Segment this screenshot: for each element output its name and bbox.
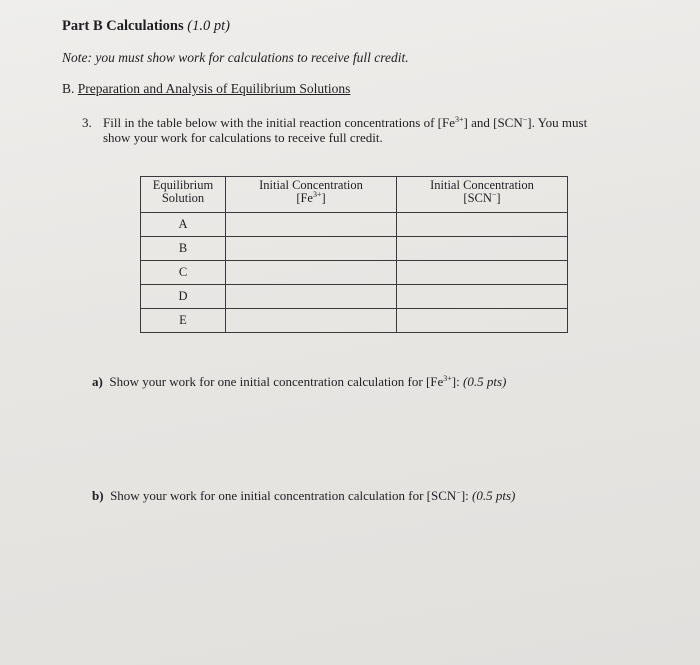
part-title-text: Part B Calculations — [62, 18, 184, 34]
q-text-post: ]. You must — [527, 115, 588, 130]
col3-pre: [SCN — [463, 191, 492, 205]
fe-concentration-cell[interactable] — [226, 285, 397, 309]
credit-note: Note: you must show work for calculations to receive full credit. — [62, 50, 409, 65]
col3-sup: − — [491, 190, 497, 199]
table-row — [141, 285, 568, 309]
solution-label: C — [141, 261, 226, 285]
part-a-prompt — [92, 374, 506, 390]
col2-line1: Initial Concentration — [259, 178, 363, 192]
table-row — [141, 213, 568, 237]
col3-line2 — [463, 191, 500, 205]
table-row — [141, 237, 568, 261]
section-heading — [62, 81, 350, 97]
question-number: 3. — [82, 115, 92, 130]
fe-charge-sup: 3+ — [455, 115, 464, 124]
question-text-line2: show your work for calculations to receive full credit. — [103, 130, 383, 145]
col1-line2: Solution — [161, 191, 205, 205]
part-a-sup: 3+ — [443, 374, 452, 383]
solution-label: E — [141, 309, 226, 333]
fe-concentration-cell[interactable] — [226, 213, 397, 237]
header-fe-concentration — [226, 177, 397, 213]
scn-concentration-cell[interactable] — [397, 261, 568, 285]
part-b-label: b) — [92, 488, 104, 503]
col2-post: ] — [321, 191, 326, 205]
scn-concentration-cell[interactable] — [397, 285, 568, 309]
solution-label: A — [141, 213, 226, 237]
section-letter: B. — [62, 81, 75, 96]
part-a-label: a) — [92, 374, 103, 389]
part-a-points: (0.5 pts) — [463, 374, 507, 389]
part-b-text-pre: Show your work for one initial concentration calculation for [SCN — [110, 488, 457, 503]
part-title — [62, 18, 230, 35]
part-a-text-pre: Show your work for one initial concentration calculation for [Fe — [109, 374, 444, 389]
col2-line2 — [296, 191, 325, 205]
scn-charge-sup: − — [522, 115, 528, 124]
solution-label: D — [141, 285, 226, 309]
part-b-points: (0.5 pts) — [472, 488, 516, 503]
scn-concentration-cell[interactable] — [397, 237, 568, 261]
table-row — [141, 309, 568, 333]
col1-line1: Equilibrium — [152, 178, 214, 192]
q-text-mid: ] and [SCN — [463, 115, 523, 130]
header-equilibrium-solution — [141, 177, 226, 213]
q-text-pre: Fill in the table below with the initial reaction concentrations of [Fe — [103, 115, 455, 130]
solution-label: B — [141, 237, 226, 261]
col2-pre: [Fe — [296, 191, 313, 205]
scn-concentration-cell[interactable] — [397, 309, 568, 333]
fe-concentration-cell[interactable] — [226, 261, 397, 285]
part-points: (1.0 pt) — [187, 18, 230, 34]
section-title: Preparation and Analysis of Equilibrium Solutions — [77, 81, 351, 96]
part-b-prompt — [92, 488, 515, 504]
part-b-sup: − — [456, 488, 461, 497]
question-text-line1 — [103, 115, 587, 131]
fe-concentration-cell[interactable] — [226, 309, 397, 333]
concentration-table — [140, 176, 568, 333]
col2-sup: 3+ — [312, 190, 322, 199]
col3-post: ] — [496, 191, 501, 205]
col3-line1: Initial Concentration — [430, 178, 534, 192]
scn-concentration-cell[interactable] — [397, 213, 568, 237]
fe-concentration-cell[interactable] — [226, 237, 397, 261]
table-row — [141, 261, 568, 285]
table-header-row — [141, 177, 568, 213]
part-a-text-post: ]: — [451, 374, 460, 389]
header-scn-concentration — [397, 177, 568, 213]
part-b-text-post: ]: — [460, 488, 469, 503]
